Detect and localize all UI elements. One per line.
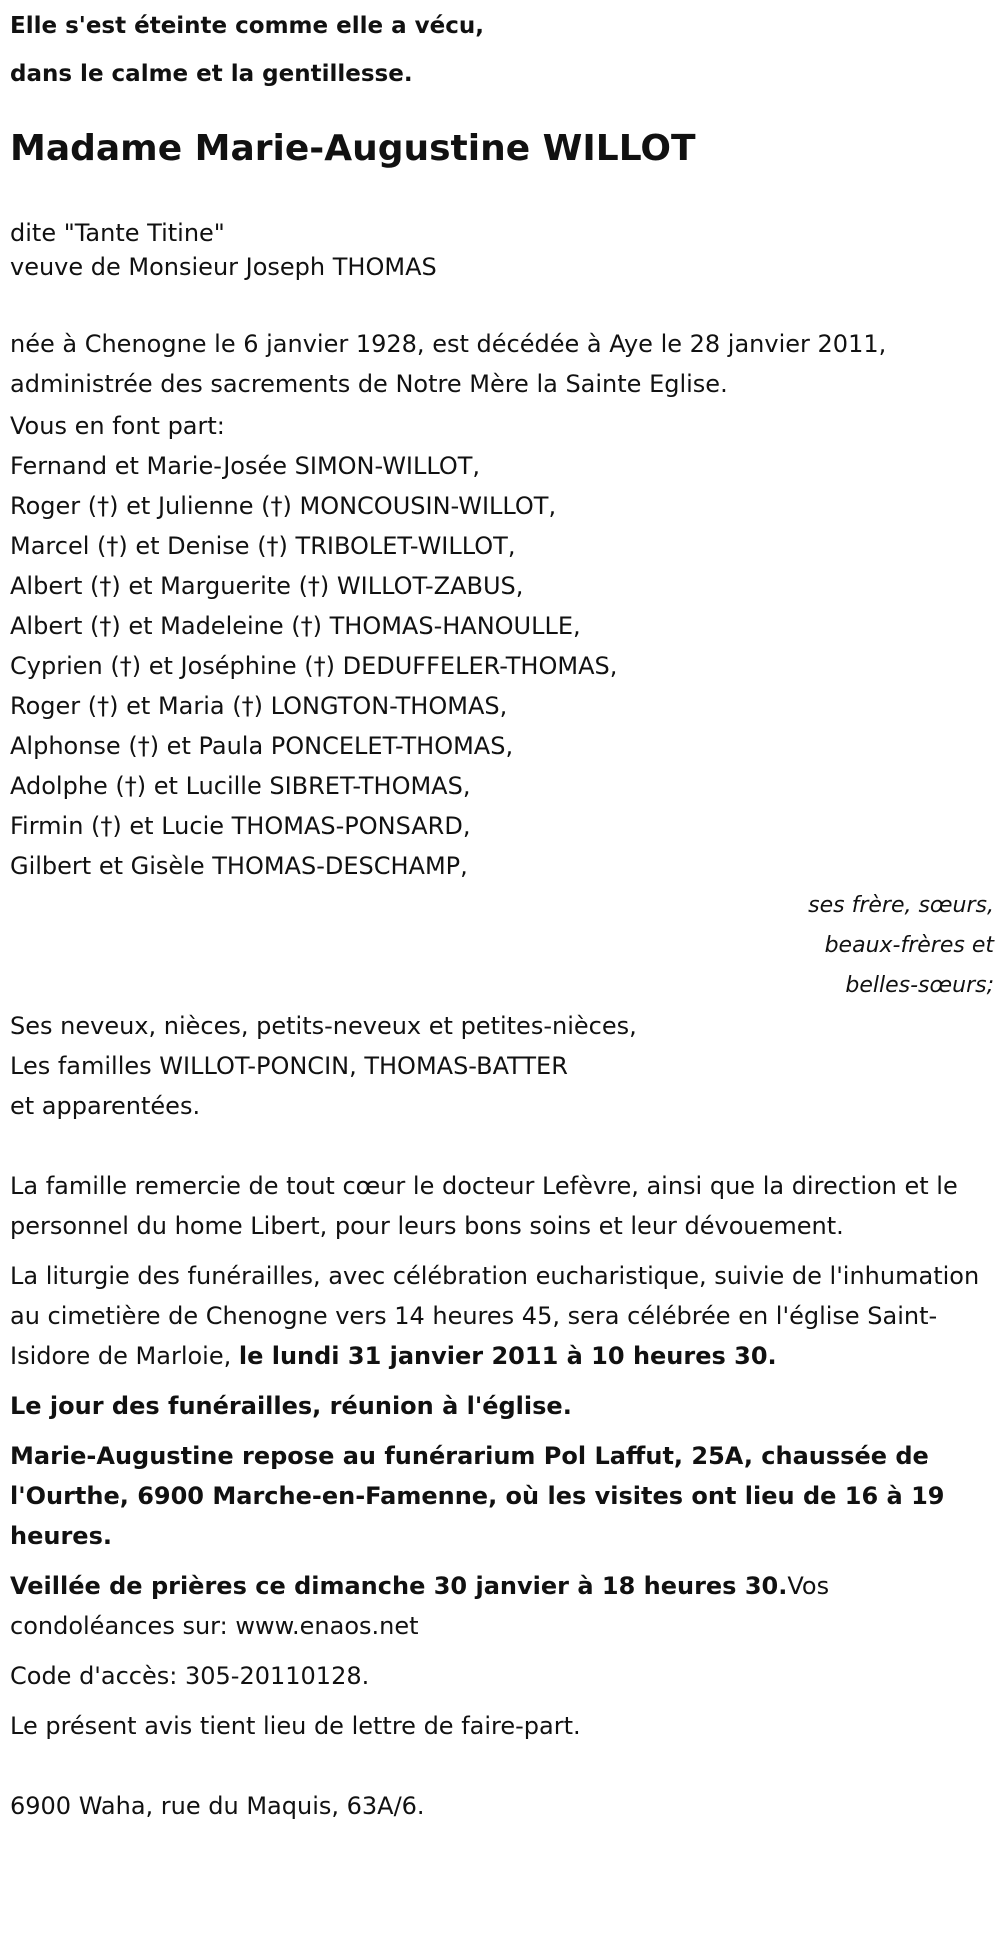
nickname: dite "Tante Titine" [10, 219, 225, 247]
extended-family-line: Ses neveux, nièces, petits-neveux et petites-nièces, [10, 1012, 637, 1040]
epigraph-line-1: Elle s'est éteinte comme elle a vécu, [10, 13, 484, 39]
relation-line: ses frère, sœurs, [808, 893, 994, 918]
deceased-name: Madame Marie-Augustine WILLOT [10, 128, 696, 169]
family-list [10, 446, 994, 886]
extended-family-line: et apparentées. [10, 1092, 201, 1120]
meeting-paragraph: Le jour des funérailles, réunion à l'église. [10, 1392, 572, 1420]
extended-family-line: Les familles WILLOT-PONCIN, THOMAS-BATTER [10, 1052, 568, 1080]
relation-block [10, 886, 994, 1006]
relation-line: beaux-frères et [824, 933, 994, 958]
thanks-paragraph: La famille remercie de tout cœur le docteur Lefèvre, ainsi que la direction et le personnel du home Libert, pour leurs bons soins et leur dévouement. [10, 1172, 958, 1240]
access-code: Code d'accès: 305-20110128. [10, 1662, 370, 1690]
family-member: Adolphe (†) et Lucille SIBRET-THOMAS, [10, 772, 471, 800]
vigil-paragraph [10, 1566, 994, 1646]
family-member: Marcel (†) et Denise (†) TRIBOLET-WILLOT, [10, 532, 516, 560]
liturgy-paragraph [10, 1256, 994, 1376]
family-member: Cyprien (†) et Joséphine (†) DEDUFFELER-THOMAS, [10, 652, 618, 680]
extended-family [10, 1006, 994, 1126]
family-member: Albert (†) et Marguerite (†) WILLOT-ZABUS, [10, 572, 524, 600]
obituary-page [0, 2, 1000, 1826]
relation-line: belles-sœurs; [845, 973, 994, 998]
funerarium-paragraph: Marie-Augustine repose au funérarium Pol Laffut, 25A, chaussée de l'Ourthe, 6900 Marche-en-Famenne, où les visites ont lieu de 16 à 19 heures. [10, 1442, 945, 1550]
condolences-text: Vos condoléances sur: www.enaos.net [10, 1572, 830, 1640]
family-member: Gilbert et Gisèle THOMAS-DESCHAMP, [10, 852, 468, 880]
family-member: Roger (†) et Julienne (†) MONCOUSIN-WILLOT, [10, 492, 557, 520]
family-member: Firmin (†) et Lucie THOMAS-PONSARD, [10, 812, 471, 840]
widow-of: veuve de Monsieur Joseph THOMAS [10, 253, 437, 281]
family-member: Fernand et Marie-Josée SIMON-WILLOT, [10, 452, 481, 480]
family-member: Albert (†) et Madeleine (†) THOMAS-HANOULLE, [10, 612, 581, 640]
family-member: Alphonse (†) et Paula PONCELET-THOMAS, [10, 732, 514, 760]
announcement-intro: Vous en font part: [10, 412, 225, 440]
epigraph [10, 2, 994, 98]
family-member: Roger (†) et Maria (†) LONGTON-THOMAS, [10, 692, 508, 720]
epigraph-line-2: dans le calme et la gentillesse. [10, 61, 413, 87]
liturgy-date: le lundi 31 janvier 2011 à 10 heures 30. [238, 1342, 777, 1370]
birth-death: née à Chenogne le 6 janvier 1928, est décédée à Aye le 28 janvier 2011, administrée des sacrements de Notre Mère la Sainte Eglise. [10, 330, 887, 398]
notice-text: Le présent avis tient lieu de lettre de faire-part. [10, 1712, 581, 1740]
vigil-time: Veillée de prières ce dimanche 30 janvier à 18 heures 30. [10, 1572, 788, 1600]
address: 6900 Waha, rue du Maquis, 63A/6. [10, 1792, 425, 1820]
liturgy-text: La liturgie des funérailles, avec célébration eucharistique, suivie de l'inhumation au cimetière de Chenogne vers 14 heures 45, sera célébrée en l'église Saint-Isidore de Marloie, [10, 1262, 980, 1370]
